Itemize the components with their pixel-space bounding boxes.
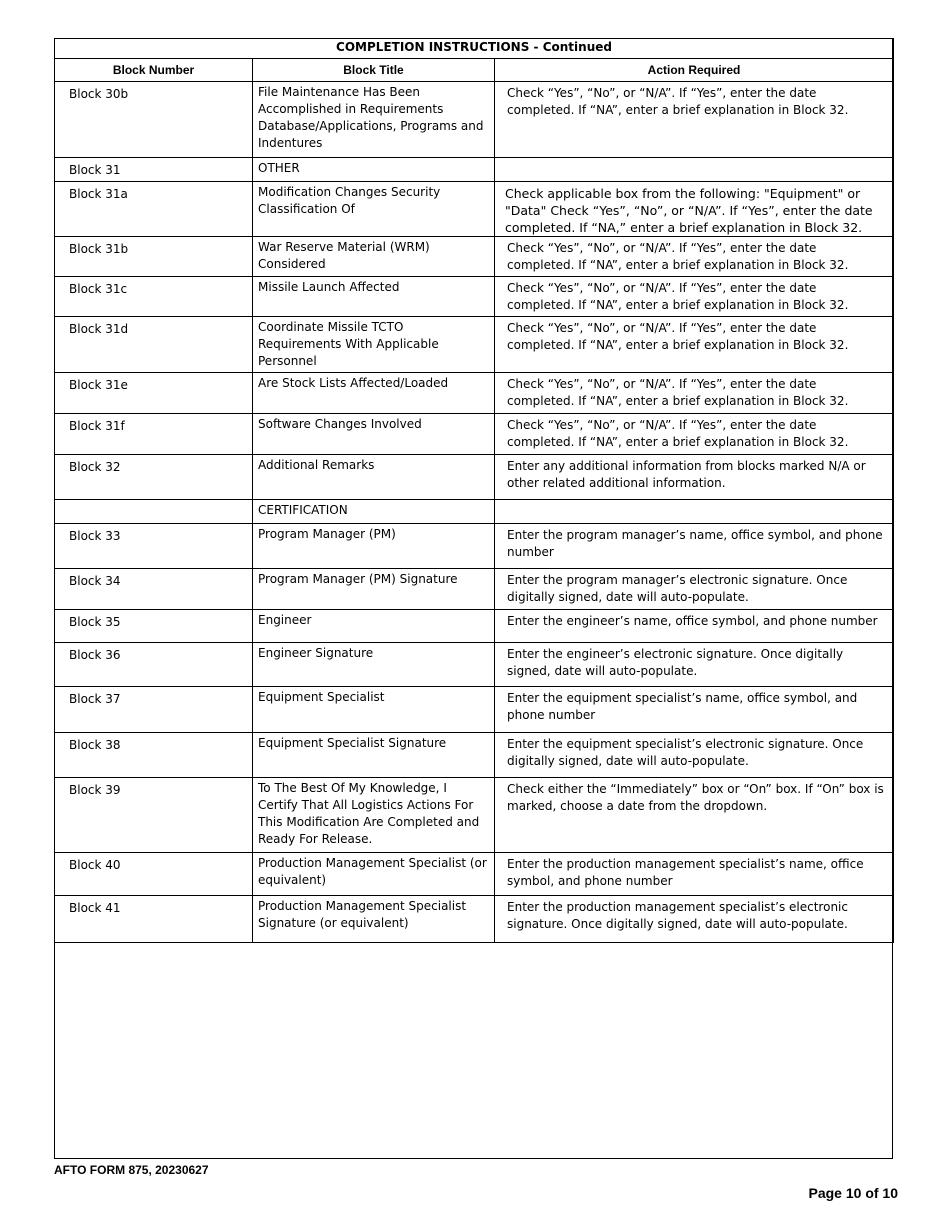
block-title-cell: Coordinate Missile TCTO Requirements With Applicable Personnel <box>253 317 495 373</box>
table-caption-row <box>55 39 894 59</box>
table-row <box>55 277 894 317</box>
block-number-cell: Block 41 <box>55 896 253 943</box>
action-required-cell: Enter the equipment specialist’s name, office symbol, and phone number <box>495 687 894 733</box>
action-required-cell: Enter any additional information from blocks marked N/A or other related additional information. <box>495 455 894 500</box>
block-title-cell: CERTIFICATION <box>253 500 495 524</box>
block-title-cell: OTHER <box>253 158 495 182</box>
table-row <box>55 733 894 778</box>
block-number-cell: Block 33 <box>55 524 253 569</box>
completion-instructions-table <box>54 38 894 943</box>
table-row <box>55 182 894 237</box>
block-number-cell: Block 31d <box>55 317 253 373</box>
header-action-required: Action Required <box>495 59 894 82</box>
block-number-cell: Block 31f <box>55 414 253 455</box>
action-required-cell: Check either the “Immediately” box or “On” box. If “On” box is marked, choose a date from the dropdown. <box>495 778 894 853</box>
action-required-cell: Enter the production management specialist’s name, office symbol, and phone number <box>495 853 894 896</box>
table-row <box>55 237 894 277</box>
table-row <box>55 500 894 524</box>
action-required-cell: Check “Yes”, “No”, or “N/A”. If “Yes”, enter the date completed. If “NA”, enter a brief explanation in Block 32. <box>495 237 894 277</box>
action-required-cell: Enter the program manager’s name, office symbol, and phone number <box>495 524 894 569</box>
header-block-number: Block Number <box>55 59 253 82</box>
block-title-cell: Missile Launch Affected <box>253 277 495 317</box>
block-title-cell: Engineer Signature <box>253 643 495 687</box>
block-number-cell: Block 38 <box>55 733 253 778</box>
block-title-cell: Software Changes Involved <box>253 414 495 455</box>
block-title-cell: Are Stock Lists Affected/Loaded <box>253 373 495 414</box>
block-title-cell: To The Best Of My Knowledge, I Certify That All Logistics Actions For This Modification Are Completed and Ready For Release. <box>253 778 495 853</box>
block-title-cell: Additional Remarks <box>253 455 495 500</box>
block-number-cell: Block 30b <box>55 82 253 158</box>
table-row <box>55 455 894 500</box>
action-required-cell: Check “Yes”, “No”, or “N/A”. If “Yes”, enter the date completed. If “NA”, enter a brief explanation in Block 32. <box>495 82 894 158</box>
block-number-cell <box>55 500 253 524</box>
block-number-cell: Block 31c <box>55 277 253 317</box>
header-block-title: Block Title <box>253 59 495 82</box>
table-row <box>55 569 894 610</box>
block-number-cell: Block 37 <box>55 687 253 733</box>
table-row <box>55 158 894 182</box>
action-required-cell: Enter the equipment specialist’s electronic signature. Once digitally signed, date will auto-populate. <box>495 733 894 778</box>
table-row <box>55 853 894 896</box>
block-title-cell: Production Management Specialist (or equivalent) <box>253 853 495 896</box>
block-number-cell: Block 31b <box>55 237 253 277</box>
table-header-row <box>55 59 894 82</box>
table-row <box>55 317 894 373</box>
table-row <box>55 687 894 733</box>
block-number-cell: Block 31a <box>55 182 253 237</box>
block-title-cell: Engineer <box>253 610 495 643</box>
table-row <box>55 414 894 455</box>
block-number-cell: Block 32 <box>55 455 253 500</box>
block-number-cell: Block 31e <box>55 373 253 414</box>
block-title-cell: Production Management Specialist Signature (or equivalent) <box>253 896 495 943</box>
block-title-cell: Equipment Specialist Signature <box>253 733 495 778</box>
table-caption: COMPLETION INSTRUCTIONS - Continued <box>55 39 894 59</box>
action-required-cell: Check applicable box from the following: "Equipment" or "Data" Check “Yes”, “No”, or “N/A”. If “Yes”, enter the date completed. If “NA,” enter a brief explanation in Block 32. <box>495 182 894 237</box>
action-required-cell: Enter the engineer’s electronic signature. Once digitally signed, date will auto-populate. <box>495 643 894 687</box>
block-title-cell: War Reserve Material (WRM) Considered <box>253 237 495 277</box>
table-row <box>55 610 894 643</box>
block-number-cell: Block 35 <box>55 610 253 643</box>
action-required-cell <box>495 500 894 524</box>
table-row <box>55 896 894 943</box>
action-required-cell: Enter the program manager’s electronic signature. Once digitally signed, date will auto-populate. <box>495 569 894 610</box>
block-number-cell: Block 34 <box>55 569 253 610</box>
action-required-cell: Check “Yes”, “No”, or “N/A”. If “Yes”, enter the date completed. If “NA”, enter a brief explanation in Block 32. <box>495 373 894 414</box>
table-row <box>55 524 894 569</box>
action-required-cell: Check “Yes”, “No”, or “N/A”. If “Yes”, enter the date completed. If “NA”, enter a brief explanation in Block 32. <box>495 277 894 317</box>
block-number-cell: Block 39 <box>55 778 253 853</box>
block-title-cell: File Maintenance Has Been Accomplished in Requirements Database/Applications, Programs and Indentures <box>253 82 495 158</box>
block-title-cell: Equipment Specialist <box>253 687 495 733</box>
block-title-cell: Program Manager (PM) <box>253 524 495 569</box>
action-required-cell: Check “Yes”, “No”, or “N/A”. If “Yes”, enter the date completed. If “NA”, enter a brief explanation in Block 32. <box>495 317 894 373</box>
form-identifier: AFTO FORM 875, 20230627 <box>54 1163 209 1177</box>
action-required-cell <box>495 158 894 182</box>
action-required-cell: Enter the production management specialist’s electronic signature. Once digitally signed, date will auto-populate. <box>495 896 894 943</box>
table-row <box>55 643 894 687</box>
table-row <box>55 778 894 853</box>
block-title-cell: Modification Changes Security Classification Of <box>253 182 495 237</box>
table-row <box>55 82 894 158</box>
block-title-cell: Program Manager (PM) Signature <box>253 569 495 610</box>
block-number-cell: Block 36 <box>55 643 253 687</box>
block-number-cell: Block 40 <box>55 853 253 896</box>
action-required-cell: Enter the engineer’s name, office symbol, and phone number <box>495 610 894 643</box>
table-row <box>55 373 894 414</box>
page-number: Page 10 of 10 <box>808 1185 898 1201</box>
action-required-cell: Check “Yes”, “No”, or “N/A”. If “Yes”, enter the date completed. If “NA”, enter a brief explanation in Block 32. <box>495 414 894 455</box>
block-number-cell: Block 31 <box>55 158 253 182</box>
